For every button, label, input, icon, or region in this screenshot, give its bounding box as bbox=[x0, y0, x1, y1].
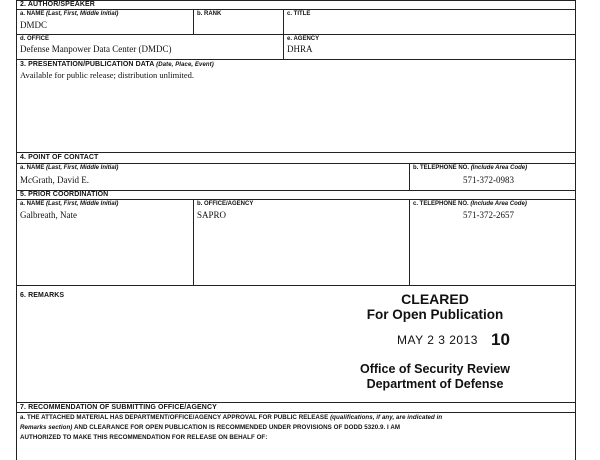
divider bbox=[409, 163, 410, 190]
agency-label: e. AGENCY bbox=[287, 36, 320, 42]
rule bbox=[17, 9, 575, 10]
rule bbox=[17, 402, 575, 403]
office-label: d. OFFICE bbox=[20, 36, 49, 42]
rule bbox=[17, 285, 575, 286]
stamp-open-publication: For Open Publication bbox=[366, 307, 504, 322]
section-5-heading: 5. PRIOR COORDINATION bbox=[20, 191, 109, 198]
publication-data-value: Available for public release; distribution unlimited. bbox=[20, 70, 195, 80]
rule bbox=[17, 0, 575, 1]
divider bbox=[283, 9, 284, 59]
contact-phone-label: b. TELEPHONE NO. (Include Area Code) bbox=[413, 165, 528, 171]
section-3-heading: 3. PRESENTATION/PUBLICATION DATA (Date, Place, Event) bbox=[20, 61, 214, 68]
divider bbox=[193, 199, 194, 285]
coordination-name-value: Galbreath, Nate bbox=[20, 210, 77, 220]
rank-label: b. RANK bbox=[197, 11, 222, 17]
rule bbox=[17, 34, 575, 35]
coordination-phone-label: c. TELEPHONE NO. (Include Area Code) bbox=[413, 201, 527, 207]
title-label: c. TITLE bbox=[287, 11, 311, 17]
coordination-office-value: SAPRO bbox=[197, 210, 227, 220]
stamp-cleared: CLEARED bbox=[401, 291, 469, 307]
section-6-heading: 6. REMARKS bbox=[20, 292, 65, 299]
divider bbox=[193, 9, 194, 34]
recommendation-paragraph: a. THE ATTACHED MATERIAL HAS DEPARTMENT/OFFICE/AGENCY APPROVAL FOR PUBLIC RELEASE (qualifications, if any, are indicated in Remarks section) AND CLEARANCE FOR OPEN PUBLICATION IS RECOMMENDED UNDER PROVISIONS OF DODD 5320.9. I AM AUTHORIZED TO MAKE THIS RECOMMENDATION FOR RELEASE ON BEHALF OF: bbox=[20, 414, 443, 441]
coordination-phone-value: 571-372-2657 bbox=[463, 210, 514, 220]
stamp-department: Department of Defense bbox=[366, 377, 504, 391]
coordination-name-label: a. NAME (Last, First, Middle Initial) bbox=[20, 201, 119, 207]
clearance-form bbox=[16, 0, 576, 460]
office-value: Defense Manpower Data Center (DMDC) bbox=[20, 44, 172, 54]
contact-name-value: McGrath, David E. bbox=[20, 175, 89, 185]
stamp-office: Office of Security Review bbox=[359, 362, 511, 376]
section-2-heading: 2. AUTHOR/SPEAKER bbox=[20, 1, 95, 8]
agency-value: DHRA bbox=[287, 44, 313, 54]
contact-name-label: a. NAME (Last, First, Middle Initial) bbox=[20, 165, 119, 171]
coordination-office-label: b. OFFICE/AGENCY bbox=[197, 201, 254, 207]
section-4-heading: 4. POINT OF CONTACT bbox=[20, 154, 99, 161]
author-name-value: DMDC bbox=[20, 20, 48, 30]
stamp-date: MAY 2 3 2013 bbox=[397, 333, 478, 347]
rule bbox=[17, 199, 575, 200]
rule bbox=[17, 163, 575, 164]
stamp-number: 10 bbox=[491, 330, 510, 349]
divider bbox=[409, 199, 410, 285]
section-7-heading: 7. RECOMMENDATION OF SUBMITTING OFFICE/AGENCY bbox=[20, 404, 217, 411]
rule bbox=[17, 152, 575, 153]
rule bbox=[17, 59, 575, 60]
contact-phone-value: 571-372-0983 bbox=[463, 175, 514, 185]
author-name-label: a. NAME (Last, First, Middle Initial) bbox=[20, 11, 119, 17]
